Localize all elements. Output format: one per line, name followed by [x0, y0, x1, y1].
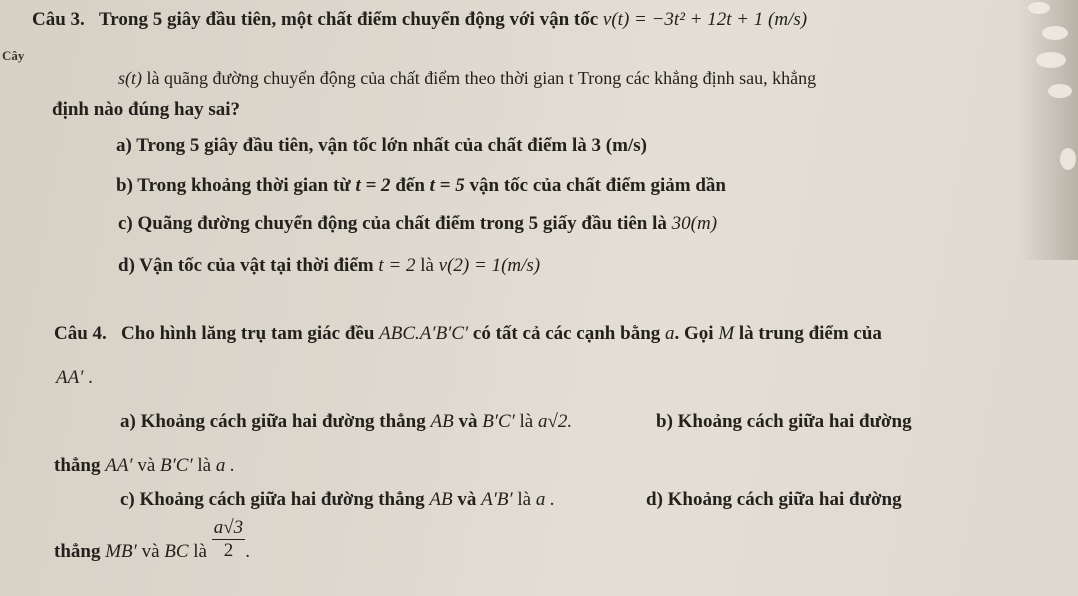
- q4-option-c-is: là: [517, 489, 532, 510]
- q3-option-a: a) Trong 5 giây đầu tiên, vận tốc lớn nhất của chất điểm là 3 (m/s): [116, 135, 647, 156]
- q4-option-a-value: a√2.: [538, 411, 573, 432]
- q3-option-c-value: 30(m): [671, 213, 718, 234]
- q4-option-d-is: là: [193, 541, 207, 562]
- q4-option-a-and: và: [458, 411, 478, 432]
- q4-option-d-text-2: thẳng: [54, 541, 101, 562]
- q3-option-b: [116, 174, 726, 198]
- q4-option-c-text: c) Khoảng cách giữa hai đường thẳng: [120, 489, 425, 510]
- q3-option-b-t2: t = 5: [429, 175, 465, 196]
- q4-option-b-cont: [54, 454, 235, 478]
- q4-option-d-line2: BC: [164, 541, 189, 562]
- q4-label: Câu 4.: [54, 323, 107, 344]
- q4-edge-symbol: a: [665, 323, 675, 344]
- q4-option-d-text: d) Khoảng cách giữa hai đường: [646, 489, 902, 510]
- q4-option-d-fraction: [212, 517, 245, 562]
- q4-option-c-value: a .: [535, 489, 555, 510]
- q4-option-d: [646, 488, 902, 512]
- q4-option-b-text-2: thẳng: [54, 455, 101, 476]
- q4-line-1: [54, 322, 882, 346]
- page-decoration-dot: [1060, 148, 1076, 170]
- q3-line-3: định nào đúng hay sai?: [52, 99, 240, 120]
- q3-option-b-end: vận tốc của chất điểm giảm dần: [469, 175, 726, 196]
- q3-velocity-formula: v(t) = −3t² + 12t + 1 (m/s): [602, 9, 808, 30]
- margin-fragment: Cây: [2, 48, 25, 63]
- q4-option-b-line1: AA′: [105, 455, 133, 476]
- q3-line-2: [118, 66, 816, 90]
- q4-option-c-line1: AB: [429, 489, 453, 510]
- q4-option-d-numerator: a√3: [213, 517, 244, 539]
- q4-intro-2: có tất cả các cạnh bằng: [472, 323, 661, 344]
- q3-option-b-mid: đến: [395, 175, 425, 196]
- q4-point-m: M: [718, 323, 735, 344]
- q4-option-a-text: a) Khoảng cách giữa hai đường thẳng: [120, 411, 426, 432]
- q3-option-d-mid: là: [420, 255, 434, 276]
- q4-option-a-line2: B′C′: [482, 411, 515, 432]
- q4-option-b-and: và: [137, 455, 156, 476]
- page-decoration-dot: [1028, 2, 1050, 14]
- q3-line-1: [32, 8, 807, 32]
- q4-segment-aa: AA′: [56, 367, 84, 388]
- q4-option-b-line2: B′C′: [160, 455, 193, 476]
- q4-option-d-denominator: 2: [223, 540, 234, 562]
- q4-option-a: [120, 410, 572, 434]
- q4-option-c-and: và: [457, 489, 477, 510]
- q4-intro-4: là trung điểm của: [738, 323, 882, 344]
- q4-option-b-is: là: [197, 455, 212, 476]
- q3-label: Câu 3.: [32, 9, 85, 30]
- q4-option-b-text: b) Khoảng cách giữa hai đường: [656, 411, 912, 432]
- q4-intro-3: . Gọi: [674, 323, 714, 344]
- q4-option-b-value: a .: [215, 455, 235, 476]
- q3-option-d-t: t = 2: [378, 255, 416, 276]
- q4-option-a-is: là: [519, 411, 534, 432]
- q3-option-b-t1: t = 2: [355, 175, 391, 196]
- q3-option-c: [118, 212, 717, 236]
- q4-prism-name: ABC.A′B′C′: [379, 323, 469, 344]
- q4-option-c: [120, 488, 555, 512]
- q3-s-symbol: s(t): [118, 68, 142, 88]
- page-decoration-dot: [1036, 52, 1066, 68]
- q3-option-b-text: b) Trong khoảng thời gian từ: [116, 175, 351, 196]
- q4-line-2: [56, 366, 93, 390]
- q4-option-d-line1: MB′: [105, 541, 137, 562]
- q3-intro: Trong 5 giây đầu tiên, một chất điểm chuyển động với vận tốc: [99, 9, 599, 30]
- q4-option-d-period: .: [245, 541, 250, 562]
- q3-option-d: [118, 254, 540, 278]
- q4-period: .: [88, 367, 93, 388]
- q3-option-c-text: c) Quãng đường chuyển động của chất điểm trong 5 giấy đầu tiên là: [118, 213, 667, 234]
- page-decoration-dot: [1048, 84, 1072, 98]
- q3-text-2: là quãng đường chuyển động của chất điểm theo thời gian t Trong các khẳng định sau, khẳng: [146, 68, 817, 88]
- q4-option-d-and: và: [141, 541, 160, 562]
- q3-option-d-text: d) Vận tốc của vật tại thời điểm: [118, 255, 374, 276]
- q4-option-d-cont: [54, 517, 250, 564]
- q3-option-d-value: v(2) = 1(m/s): [438, 255, 541, 276]
- q4-option-b: [656, 410, 912, 434]
- q4-option-c-line2: A′B′: [481, 489, 513, 510]
- q4-intro: Cho hình lăng trụ tam giác đều: [121, 323, 375, 344]
- page-decoration-dot: [1042, 26, 1068, 40]
- q4-option-a-line1: AB: [430, 411, 454, 432]
